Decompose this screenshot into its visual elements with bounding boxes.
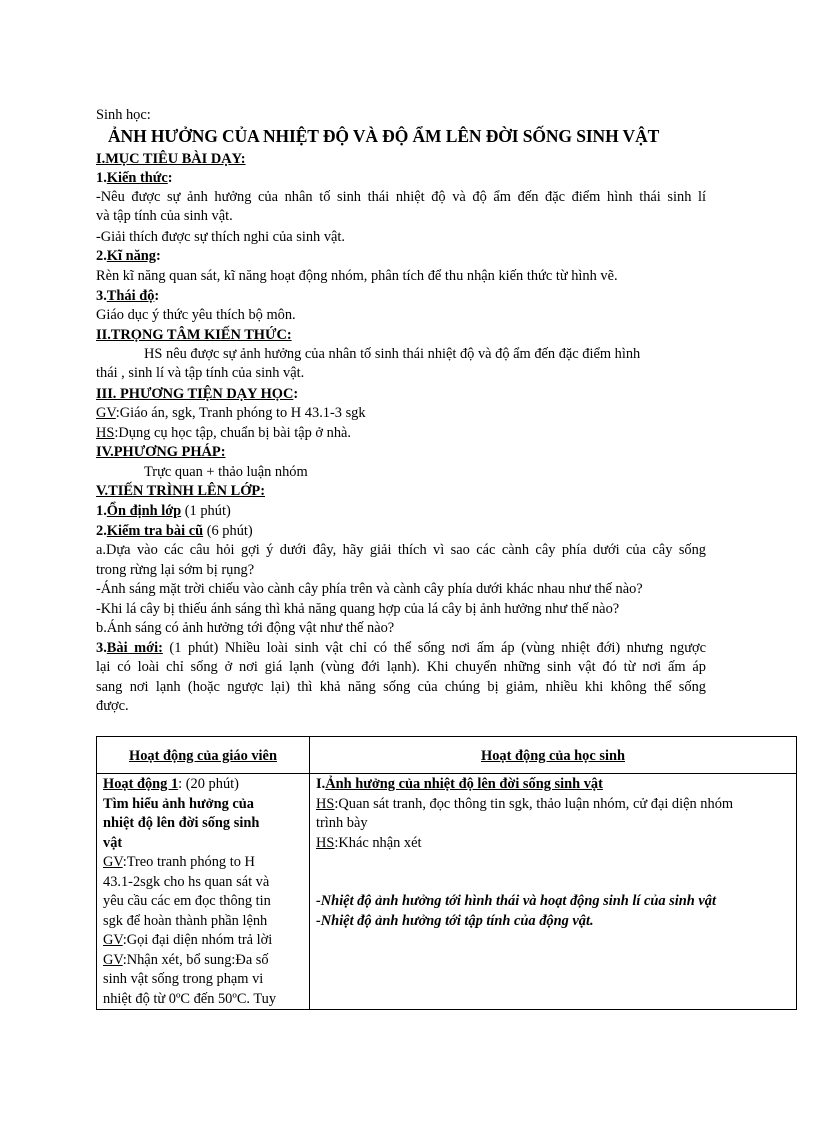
step-1-line: 1.Ổn định lớp (1 phút) [96,503,231,519]
objectives-heading: I.MỤC TIÊU BÀI DẠY: [96,151,246,167]
knowledge-line-3: -Giải thích được sự thích nghi của sinh vật. [96,229,346,245]
teacher-column-header: Hoạt động của giáo viên [129,748,277,764]
review-question-a-line-2: trong rừng lại sớm bị rụng? [96,562,255,578]
teacher-step-1-line-4: sgk để hoàn thành phần lệnh [103,912,268,929]
spacer [310,873,796,893]
new-lesson-line-2: lại có loài chỉ sống ở nơi giá lạnh (vùng đới lạnh). Khi chuyển những sinh vật đó từ nơi ấm áp [96,659,706,675]
new-lesson-line-3: sang nơi lạnh (hoặc ngược lại) thì khả năng sống của chúng bị giảm, nhiều khi không thể sống [96,679,706,695]
focus-line-1: HS nêu được sự ảnh hưởng của nhân tố sinh thái nhiệt độ và độ ẩm đến đặc điểm hình [144,346,641,362]
table-row [97,774,797,1010]
teacher-activity-cell [97,774,310,1010]
review-question-a-line-4: -Khi lá cây bị thiếu ánh sáng thì khả năng quang hợp của lá cây bị ảnh hưởng như thế nào? [96,601,620,617]
teacher-step-1-line-1: GV:Treo tranh phóng to H [103,854,255,870]
teacher-step-3-line-2: sinh vật sống trong phạm vi [103,971,264,987]
student-column-header: Hoạt động của học sinh [481,748,625,764]
teacher-step-2: GV:Gọi đại diện nhóm trả lời [103,932,273,948]
subject-label: Sinh học: [96,107,151,123]
activity-table [96,736,797,1010]
student-column-header-cell [310,737,797,774]
task-line-1: Tìm hiểu ảnh hưởng của [103,795,254,812]
lesson-title: ẢNH HƯỞNG CỦA NHIỆT ĐỘ VÀ ĐỘ ẨM LÊN ĐỜI SỐNG SINH VẬT [108,126,660,146]
knowledge-line-1: -Nêu được sự ảnh hưởng của nhân tố sinh thái nhiệt độ và độ ẩm đến đặc điểm hình thái sinh lí [96,189,706,205]
review-question-a-line-1: a.Dựa vào các câu hỏi gợi ý dưới đây, hãy giải thích vì sao các cành cây phía dưới của cây sống [96,542,706,558]
task-line-2: nhiệt độ lên đời sống sinh [103,815,260,831]
teacher-column-header-cell [97,737,310,774]
activity-title: Hoạt động 1: (20 phút) [103,776,239,792]
knowledge-line-2: và tập tính của sinh vật. [96,208,233,224]
student-step-1-line-1: HS:Quan sát tranh, đọc thông tin sgk, thảo luận nhóm, cử đại diện nhóm [316,795,734,812]
materials-student-line: HS:Dụng cụ học tập, chuẩn bị bài tập ở nhà. [96,425,352,441]
teacher-step-3-line-1: GV:Nhận xét, bổ sung:Đa số [103,951,269,968]
method-line-1: Trực quan + thảo luận nhóm [144,464,308,480]
student-section-title: I.Ảnh hưởng của nhiệt độ lên đời sống sinh vật [316,776,603,792]
skills-heading: 2.Kĩ năng: [96,248,161,264]
conclusion-line-2: -Nhiệt độ ảnh hưởng tới tập tính của động vật. [316,912,594,929]
process-heading: V.TIẾN TRÌNH LÊN LỚP: [96,483,265,499]
focus-line-2: thái , sinh lí và tập tính của sinh vật. [96,365,305,381]
new-lesson-line-4: được. [96,698,129,714]
conclusion-line-1: -Nhiệt độ ảnh hưởng tới hình thái và hoạt động sinh lí của sinh vật [316,893,716,909]
teacher-step-3-line-3: nhiệt độ từ 0ºC đến 50ºC. Tuy [103,990,277,1007]
materials-heading: III. PHƯƠNG TIỆN DẠY HỌC: [96,386,299,402]
task-line-3: vật [103,834,123,851]
review-question-a-line-3: -Ánh sáng mặt trời chiếu vào cành cây phía trên và cành cây phía dưới khác nhau như thế nào? [96,581,643,597]
attitude-line-1: Giáo dục ý thức yêu thích bộ môn. [96,307,296,323]
materials-teacher-line: GV:Giáo án, sgk, Tranh phóng to H 43.1-3 sgk [96,405,366,421]
student-step-1-line-2: trình bày [316,815,368,831]
table-header-row [97,737,797,774]
attitude-heading: 3.Thái độ: [96,288,160,304]
new-lesson-line-1: 3.Bài mới: (1 phút) Nhiều loài sinh vật chỉ có thể sống nơi ấm áp (vùng nhiệt đới) nhưng ngược [96,640,706,656]
skills-line-1: Rèn kĩ năng quan sát, kĩ năng hoạt động nhóm, phân tích để thu nhận kiến thức từ hình vẽ. [96,268,618,284]
student-step-2: HS:Khác nhận xét [316,834,422,851]
student-activity-cell [310,774,797,1010]
teacher-step-1-line-3: yêu cầu các em đọc thông tin [103,893,271,909]
step-2-line: 2.Kiểm tra bài cũ (6 phút) [96,523,253,539]
focus-heading: II.TRỌNG TÂM KIẾN THỨC: [96,327,292,343]
knowledge-heading: 1.Kiến thức: [96,170,173,186]
review-question-b: b.Ánh sáng có ảnh hưởng tới động vật như thế nào? [96,620,395,636]
spacer [310,853,796,873]
method-heading: IV.PHƯƠNG PHÁP: [96,444,226,460]
teacher-step-1-line-2: 43.1-2sgk cho hs quan sát và [103,873,270,890]
